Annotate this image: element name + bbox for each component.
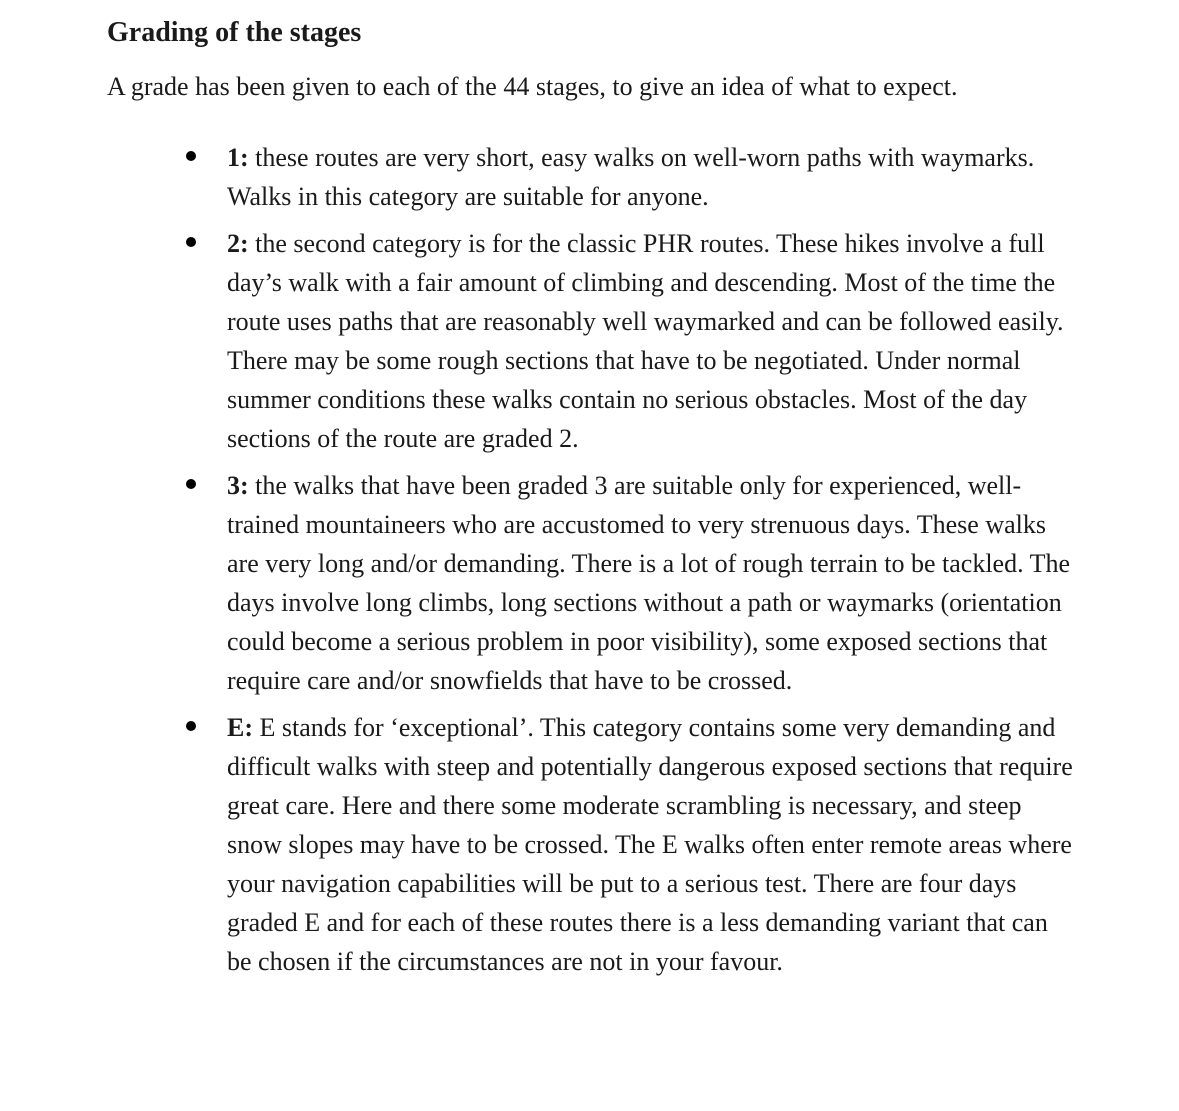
grade-text: the second category is for the classic PHR routes. These hikes involve a full day’s walk with a fair amount of climbing and descending. Most of the time the route uses paths that are reasonably well waymarked and can be followed easily. There may be some rough sections that have to be negotiated. Under normal summer conditions these walks contain no serious obstacles. Most of the day sections of the route are graded 2. [227, 229, 1064, 453]
grade-description [227, 466, 1077, 700]
grade-text: E stands for ‘exceptional’. This category contains some very demanding and difficult walks with steep and potentially dangerous exposed sections that require great care. Here and there some moderate scrambling is necessary, and steep snow slopes may have to be crossed. The E walks often enter remote areas where your navigation capabilities will be put to a serious test. There are four days graded E and for each of these routes there is a less demanding variant that can be chosen if the circumstances are not in your favour. [227, 713, 1073, 976]
bullet-icon [186, 479, 196, 489]
document [107, 14, 1107, 976]
grade-text: these routes are very short, easy walks on well-worn paths with waymarks. Walks in this category are suitable for anyone. [227, 143, 1035, 211]
grade-text: the walks that have been graded 3 are suitable only for experienced, well-trained mountaineers who are accustomed to very strenuous days. These walks are very long and/or demanding. There is a lot of rough terrain to be tackled. The days involve long climbs, long sections without a path or waymarks (orientation could become a serious problem in poor visibility), some exposed sections that require care and/or snowfields that have to be crossed. [227, 471, 1071, 695]
grade-description [227, 138, 1077, 216]
grade-list [107, 138, 1107, 989]
grade-description [227, 224, 1077, 458]
grade-description [227, 708, 1077, 981]
grade-key: 3: [227, 471, 249, 500]
section-heading: Grading of the stages [107, 17, 362, 48]
grade-item-e [107, 708, 1107, 981]
grade-key: E: [227, 713, 253, 742]
bullet-icon [186, 151, 196, 161]
grade-item-3 [107, 466, 1107, 700]
grade-item-2 [107, 224, 1107, 458]
grade-item-1 [107, 138, 1107, 216]
intro-paragraph: A grade has been given to each of the 44 stages, to give an idea of what to expect. [107, 72, 958, 101]
bullet-icon [186, 721, 196, 731]
grade-key: 1: [227, 143, 249, 172]
grade-key: 2: [227, 229, 249, 258]
bullet-icon [186, 237, 196, 247]
